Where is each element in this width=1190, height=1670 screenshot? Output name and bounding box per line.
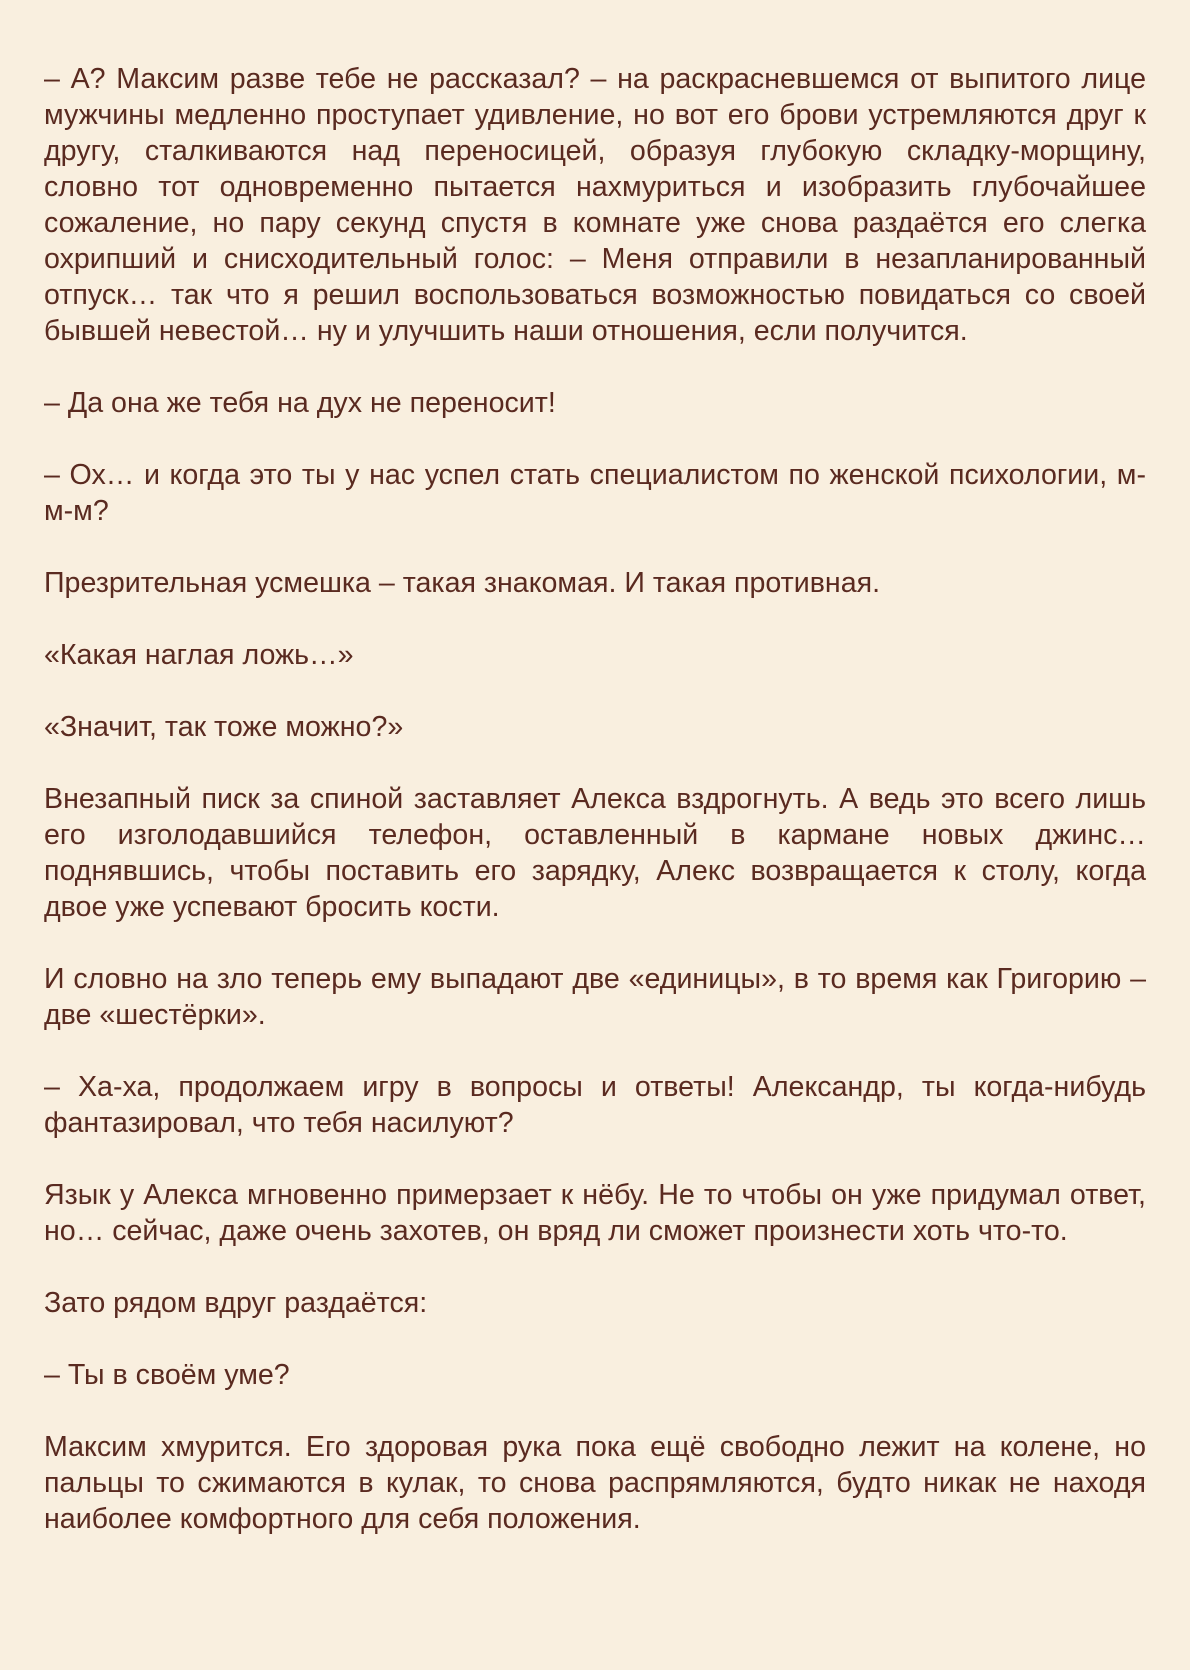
paragraph: – Ха-ха, продолжаем игру в вопросы и ответы! Александр, ты когда-нибудь фантазировал, что тебя насилуют? bbox=[44, 1071, 1146, 1139]
paragraph: – Да она же тебя на дух не переносит! bbox=[44, 387, 556, 419]
paragraph: – А? Максим разве тебе не рассказал? – на раскрасневшемся от выпитого лице мужчины медленно проступает удивление, но вот его брови устремляются друг к другу, сталкиваются над переносицей, образуя глубокую складку-морщину, словно тот одновременно пытается нахмуриться и изобразить глубочайшее сожаление, но пару секунд спустя в комнате уже снова раздаётся его слегка охрипший и снисходительный голос: – Меня отправили в незапланированный отпуск… так что я решил воспользоваться возможностью повидаться со своей бывшей невестой… ну и улучшить наши отношения, если получится. bbox=[44, 63, 1146, 347]
paragraph: – Ох… и когда это ты у нас успел стать специалистом по женской психологии, м-м-м? bbox=[44, 459, 1146, 527]
paragraph: «Какая наглая ложь…» bbox=[44, 639, 354, 671]
paragraph: Максим хмурится. Его здоровая рука пока ещё свободно лежит на колене, но пальцы то сжимаются в кулак, то снова распрямляются, будто никак не находя наиболее комфортного для себя положения. bbox=[44, 1431, 1146, 1535]
paragraph: Внезапный писк за спиной заставляет Алекса вздрогнуть. А ведь это всего лишь его изголодавшийся телефон, оставленный в кармане новых джинс… поднявшись, чтобы поставить его зарядку, Алекс возвращается к столу, когда двое уже успевают бросить кости. bbox=[44, 783, 1146, 923]
paragraph: Зато рядом вдруг раздаётся: bbox=[44, 1287, 428, 1319]
paragraph: Презрительная усмешка – такая знакомая. И такая противная. bbox=[44, 567, 881, 599]
paragraph: «Значит, так тоже можно?» bbox=[44, 711, 404, 743]
paragraph: Язык у Алекса мгновенно примерзает к нёбу. Не то чтобы он уже придумал ответ, но… сейчас, даже очень захотев, он вряд ли сможет произнести хоть что-то. bbox=[44, 1179, 1146, 1247]
paragraph: – Ты в своём уме? bbox=[44, 1359, 290, 1391]
paragraph: И словно на зло теперь ему выпадают две «единицы», в то время как Григорию – две «шестёрки». bbox=[44, 963, 1146, 1031]
